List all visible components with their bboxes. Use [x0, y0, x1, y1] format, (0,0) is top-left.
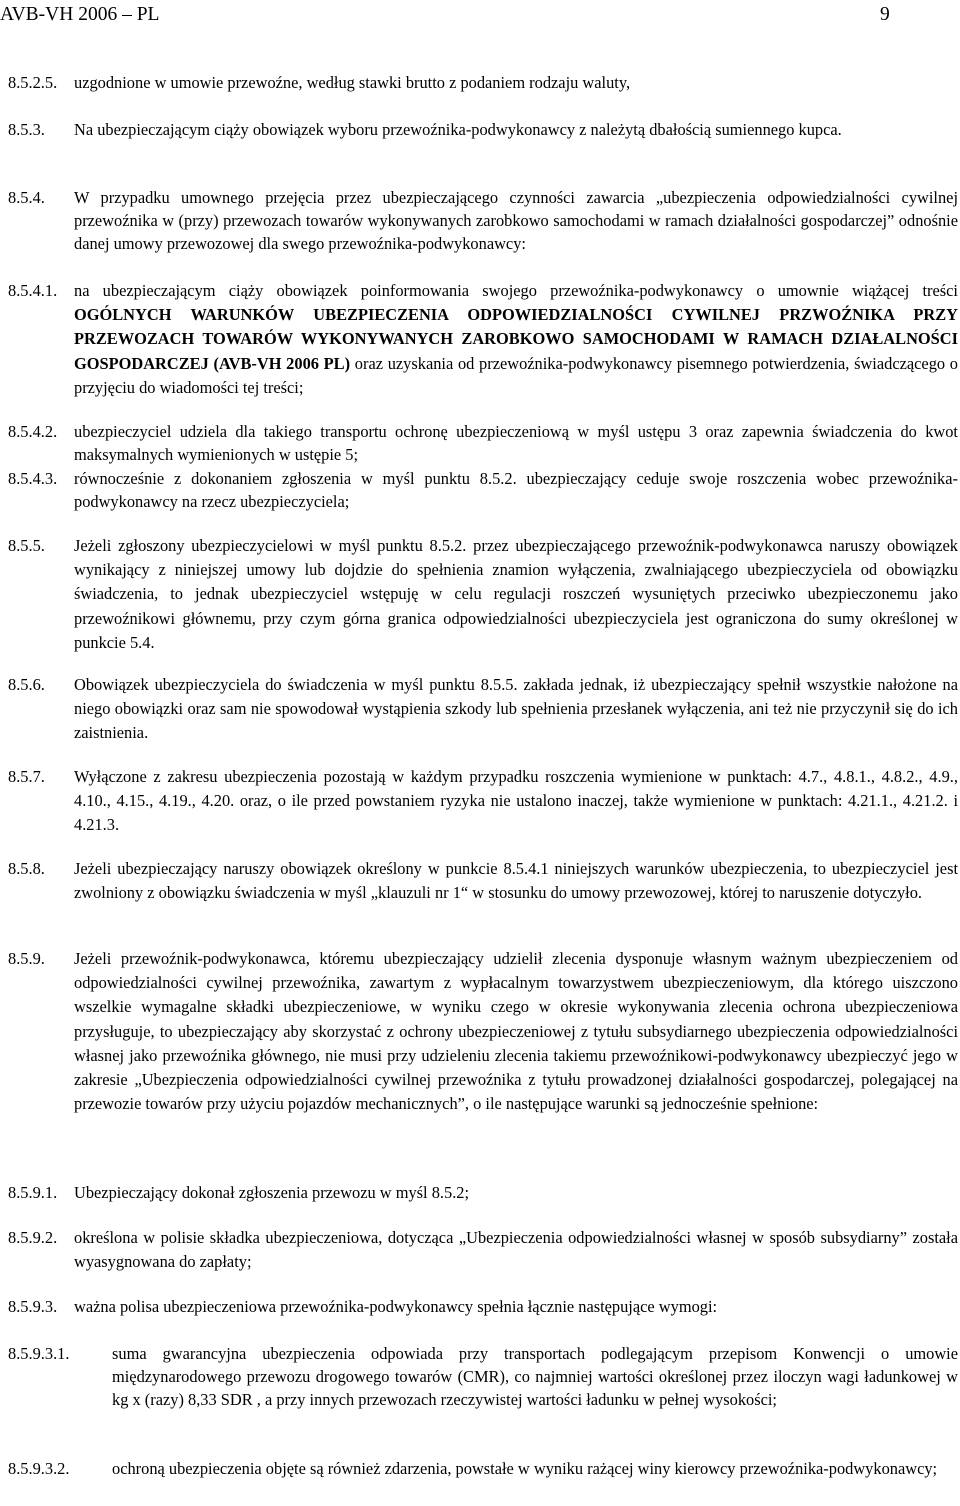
paragraph-8-5-4-1	[8, 279, 958, 400]
paragraph-number: 8.5.5.	[8, 536, 45, 555]
paragraph-8-5-2-5	[8, 71, 958, 94]
paragraph-8-5-7	[8, 765, 958, 838]
paragraph-text-outro: oraz uzyskania od przewoźnika-podwykonawcy pisemnego potwierdzenia, świadczącego o przyjęciu do wiadomości tej treści;	[74, 353, 958, 397]
paragraph-number: 8.5.9.	[8, 949, 45, 968]
paragraph-text: Obowiązek ubezpieczyciela do świadczenia w myśl punktu 8.5.5. zakłada jednak, iż ubezpieczający spełnił wszystkie nałożone na niego obowiązki oraz sam nie spowodował wystąpienia szkody lub spełnienia przesłanek wyłączenia, ani też nie przyczynił się do ich zaistnienia.	[74, 675, 958, 743]
paragraph-text	[74, 279, 958, 400]
paragraph-number: 8.5.2.5.	[8, 73, 58, 92]
paragraph-8-5-9	[8, 947, 958, 1116]
paragraph-8-5-8	[8, 857, 958, 905]
paragraph-number: 8.5.8.	[8, 859, 45, 878]
paragraph-number: 8.5.9.1.	[8, 1183, 58, 1202]
paragraph-number: 8.5.9.3.	[8, 1297, 58, 1316]
paragraph-text: Wyłączone z zakresu ubezpieczenia pozostają w każdym przypadku roszczenia wymienione w punktach: 4.7., 4.8.1., 4.8.2., 4.9., 4.10., 4.15., 4.19., 4.20. oraz, o ile przed powstaniem ryzyka nie ustalono inaczej, także wymienione w punktach: 4.21.1., 4.21.2. i 4.21.3.	[74, 767, 958, 835]
paragraph-number: 8.5.4.2.	[8, 422, 58, 441]
paragraph-8-5-9-2	[8, 1226, 958, 1274]
paragraph-text: Ubezpieczający dokonał zgłoszenia przewozu w myśl 8.5.2;	[74, 1183, 470, 1202]
paragraph-8-5-4	[8, 186, 958, 255]
paragraph-text: ochroną ubezpieczenia objęte są również zdarzenia, powstałe w wyniku rażącej winy kierowcy przewoźnika-podwykonawcy;	[112, 1459, 938, 1478]
paragraph-8-5-9-3-1	[8, 1342, 958, 1411]
paragraph-8-5-4-2	[8, 420, 958, 466]
paragraph-number: 8.5.6.	[8, 675, 45, 694]
paragraph-8-5-5	[8, 534, 958, 655]
paragraph-text: uzgodnione w umowie przewoźne, według stawki brutto z podaniem rodzaju waluty,	[74, 73, 631, 92]
paragraph-8-5-4-3	[8, 467, 958, 513]
paragraph-8-5-9-3-2	[8, 1457, 958, 1480]
paragraph-text: ubezpieczyciel udziela dla takiego transportu ochronę ubezpieczeniową w myśl ustępu 3 oraz zapewnia świadczenia do kwot maksymalnych wymienionych w ustępie 5;	[74, 422, 958, 464]
paragraph-8-5-9-3	[8, 1295, 958, 1319]
paragraph-number: 8.5.9.3.2.	[8, 1459, 70, 1478]
paragraph-8-5-9-1	[8, 1181, 958, 1205]
paragraph-text: W przypadku umownego przejęcia przez ubezpieczającego czynności zawarcia „ubezpieczenia odpowiedzialności cywilnej przewoźnika w (przy) przewozach towarów wykonywanych zarobkowo samochodami w ramach działalności gospodarczej” odnośnie danej umowy przewozowej dla swego przewoźnika-podwykonawcy:	[74, 188, 958, 253]
paragraph-8-5-3	[8, 118, 958, 141]
paragraph-text: Jeżeli przewoźnik-podwykonawca, któremu ubezpieczający udzielił zlecenia dysponuje własnym ważnym ubezpieczeniem od odpowiedzialności cywilnej przewoźnika, zawartym z wypłacalnym towarzystwem ubezpieczeniowym, dla którego uiszczono wszelkie wymagalne składki ubezpieczeniowe, w wyniku czego w okresie wykonywania zlecenia ochrona ubezpieczeniowa przysługuje, to ubezpieczający aby skorzystać z ochrony ubezpieczeniowej z tytułu subsydiarnego ubezpieczenia odpowiedzialności własnej jako przewoźnika głównego, nie musi przy udzieleniu zlecenia takiemu przewoźnikowi-podwykonawcy ubezpieczyć jego w zakresie „Ubezpieczenia odpowiedzialności cywilnej przewoźnika z tytułu prowadzonej działalności gospodarczej, polegającej na przewozie towarów przy użyciu pojazdów mechanicznych”, o ile następujące warunki są jednocześnie spełnione:	[74, 949, 958, 1114]
paragraph-number: 8.5.7.	[8, 767, 45, 786]
paragraph-number: 8.5.9.2.	[8, 1228, 58, 1247]
paragraph-number: 8.5.4.1.	[8, 281, 58, 300]
paragraph-number: 8.5.3.	[8, 120, 45, 139]
document-code: AVB-VH 2006 – PL	[0, 4, 160, 25]
paragraph-text: Jeżeli zgłoszony ubezpieczycielowi w myśl punktu 8.5.2. przez ubezpieczającego przewoźnik-podwykonawca naruszy obowiązek wynikający z niniejszej umowy lub dojdzie do spełnienia znamion wyłączenia, zwalniającego ubezpieczyciela od obowiązku świadczenia, to jednak ubezpieczyciel wstępuję w celu regulacji roszczeń wysuniętych przeciwko ubezpieczonemu jako przewoźnikowi głównemu, przy czym górna granica odpowiedzialności ubezpieczyciela jest ograniczona do sumy określonej w punkcie 5.4.	[74, 536, 958, 652]
paragraph-number: 8.5.4.	[8, 188, 45, 207]
paragraph-8-5-6	[8, 673, 958, 746]
page-header	[0, 0, 960, 30]
page-number: 9	[880, 4, 890, 25]
paragraph-text: określona w polisie składka ubezpieczeniowa, dotycząca „Ubezpieczenia odpowiedzialności własnej w sposób subsydiarny” została wyasygnowana do zapłaty;	[74, 1228, 958, 1272]
paragraph-number: 8.5.9.3.1.	[8, 1344, 70, 1363]
paragraph-text: równocześnie z dokonaniem zgłoszenia w myśl punktu 8.5.2. ubezpieczający ceduje swoje roszczenia wobec przewoźnika-podwykonawcy na rzecz ubezpieczyciela;	[74, 469, 958, 511]
paragraph-number: 8.5.4.3.	[8, 469, 58, 488]
paragraph-text-intro: na ubezpieczającym ciąży obowiązek poinformowania swojego przewoźnika-podwykonawcy o umownie wiążącej treści	[74, 281, 958, 300]
paragraph-text: ważna polisa ubezpieczeniowa przewoźnika-podwykonawcy spełnia łącznie następujące wymogi:	[74, 1297, 718, 1316]
paragraph-text: Jeżeli ubezpieczający naruszy obowiązek określony w punkcie 8.5.4.1 niniejszych warunków ubezpieczenia, to ubezpieczyciel jest zwolniony z obowiązku świadczenia w myśl „klauzuli nr 1“ w stosunku do umowy przewozowej, której to naruszenie dotyczyło.	[74, 859, 958, 903]
paragraph-text: suma gwarancyjna ubezpieczenia odpowiada przy transportach podlegającym przepisom Konwencji o umowie międzynarodowego przewozu drogowego towarów (CMR), co najmniej wartości określonej przez iloczyn wagi ładunkowej w kg x (razy) 8,33 SDR , a przy innych przewozach rzeczywistej wartości ładunku w pełnej wysokości;	[112, 1344, 958, 1409]
paragraph-text: Na ubezpieczającym ciąży obowiązek wyboru przewoźnika-podwykonawcy z należytą dbałością sumiennego kupca.	[74, 120, 842, 139]
paragraph-text-bold-title: OGÓLNYCH WARUNKÓW UBEZPIECZENIA ODPOWIEDZIALNOŚCI CYWILNEJ PRZWOŹNIKA PRZY PRZEWOZACH TOWARÓW WYKONYWANYCH ZAROBKOWO SAMOCHODAMI W RAMACH DZIAŁALNOŚCI GOSPODARCZEJ (AVB-VH 2006 PL)	[74, 305, 958, 373]
